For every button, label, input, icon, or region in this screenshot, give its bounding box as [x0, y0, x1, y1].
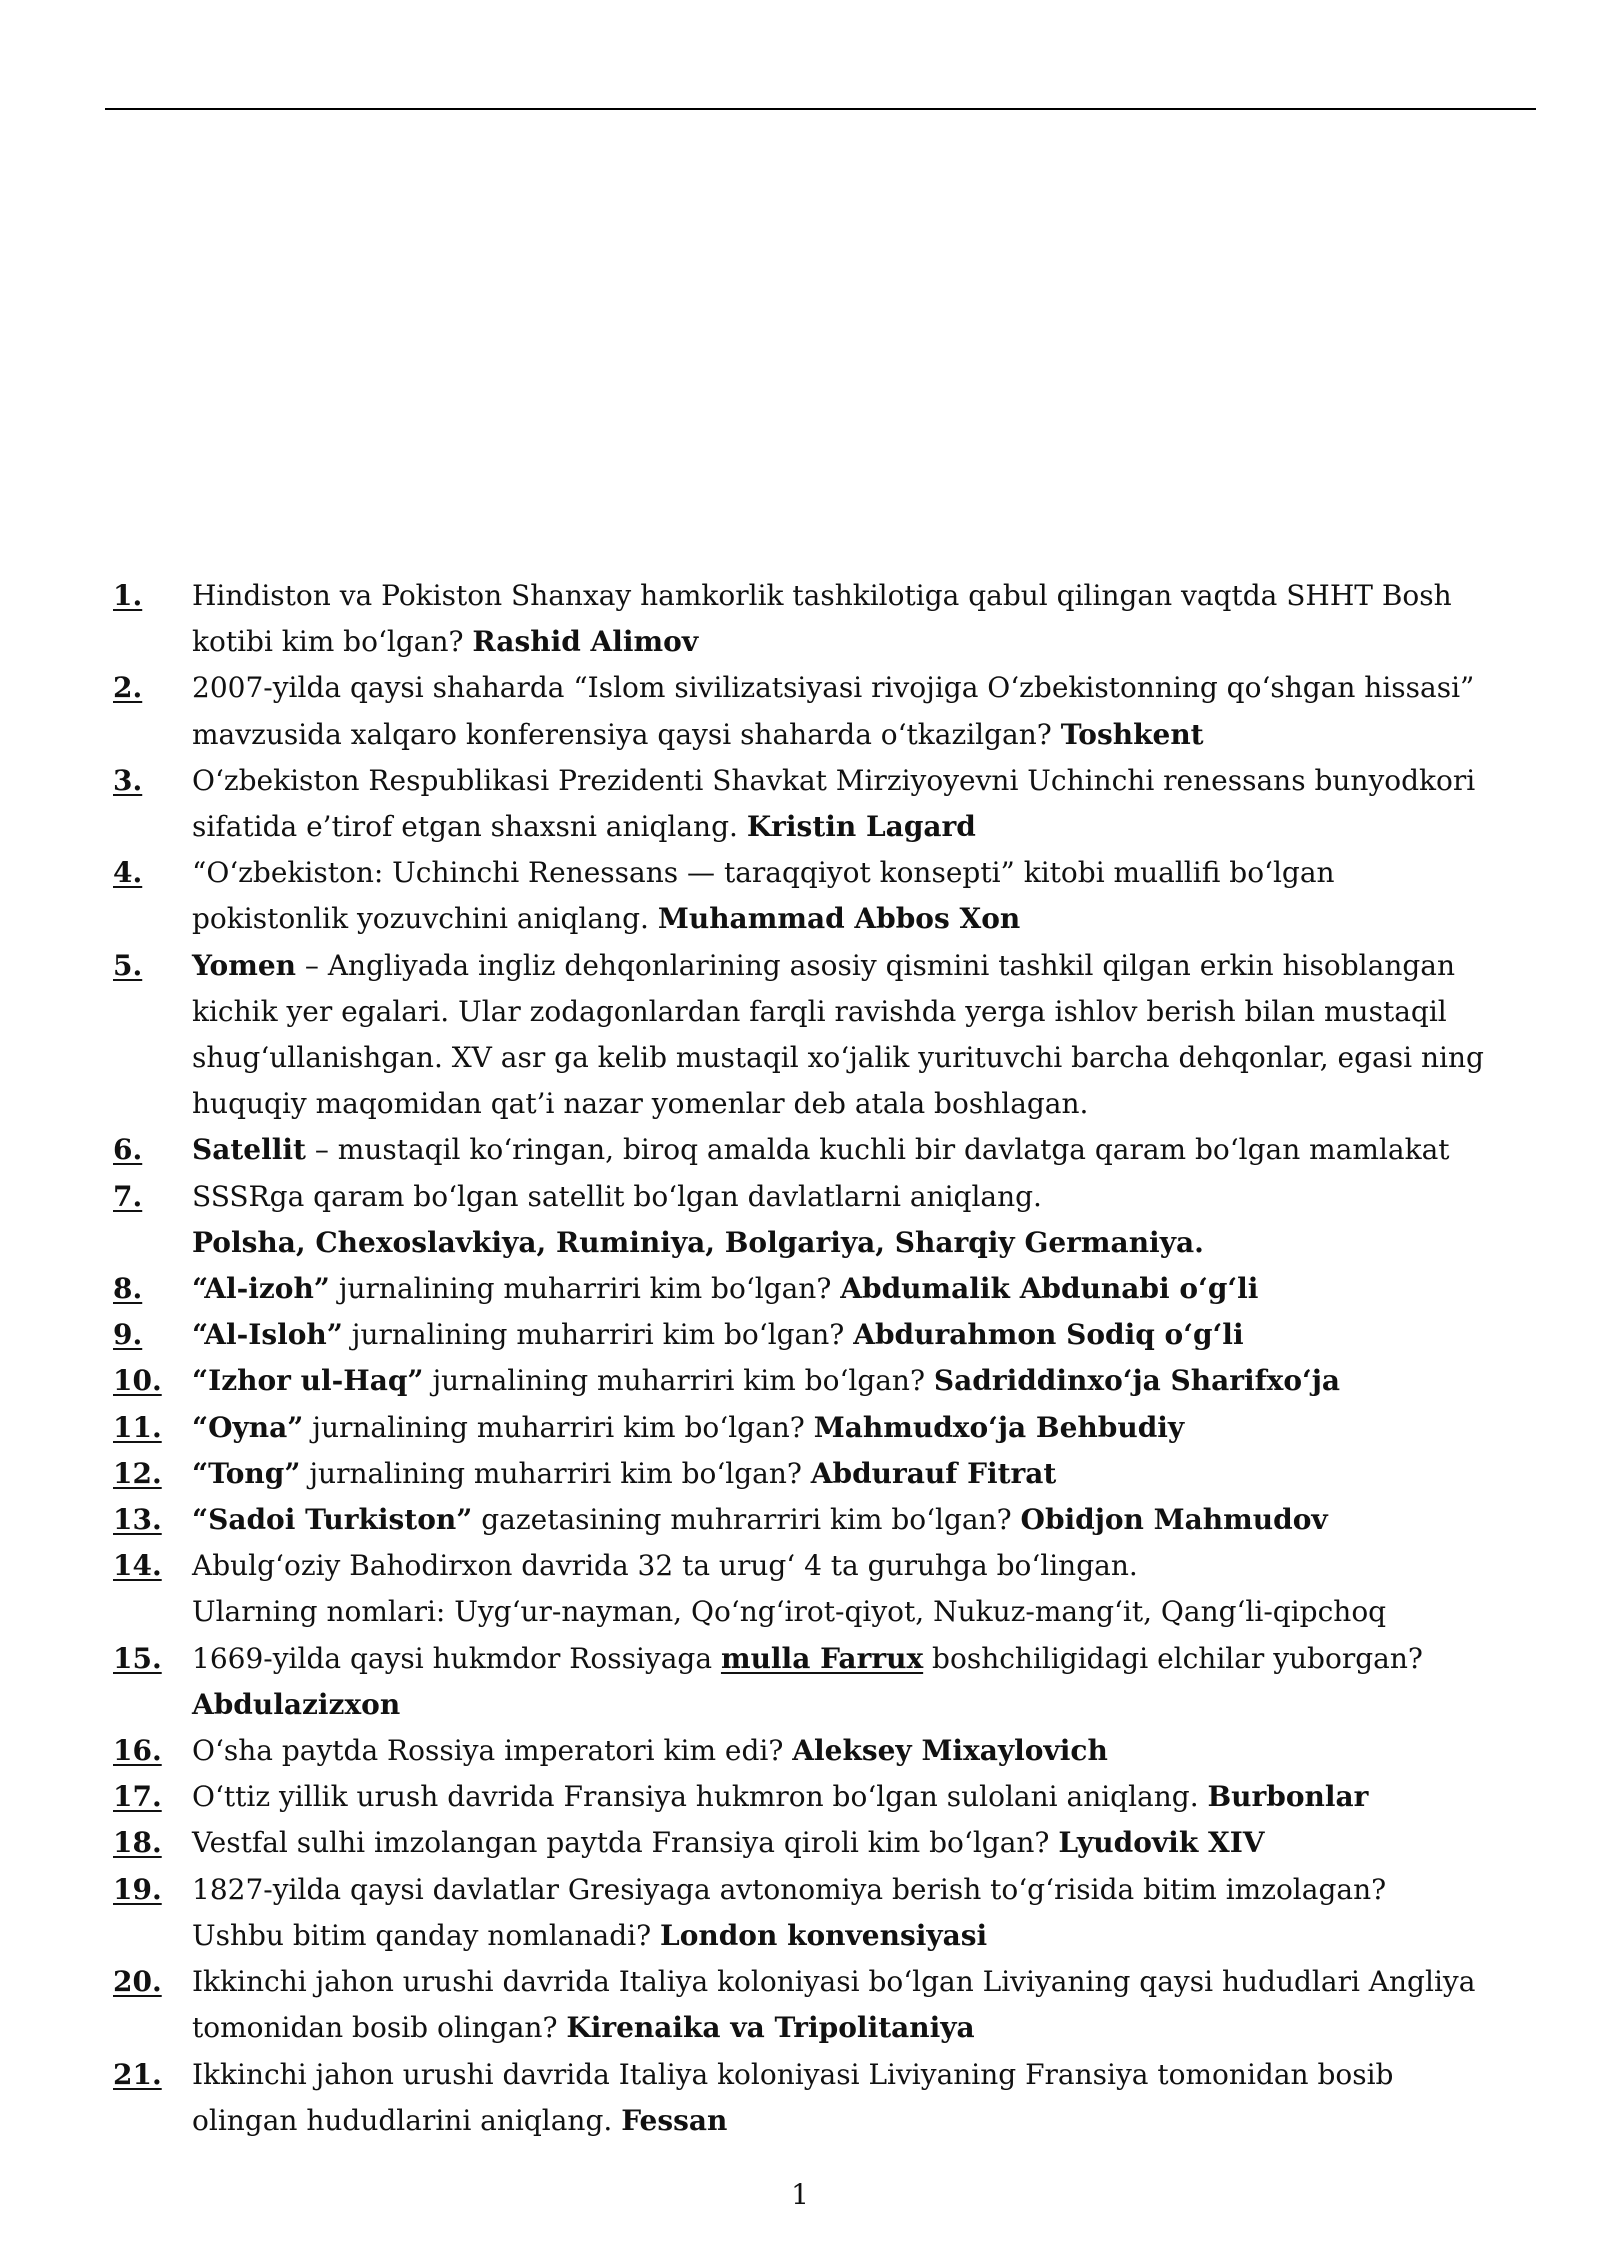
term: Satellit	[192, 1133, 306, 1167]
question-text: Vestfal sulhi imzolangan paytda Fransiya qiroli kim bo‘lgan?	[192, 1826, 1059, 1860]
question-number: 19.	[113, 1872, 162, 1906]
header-rule	[105, 108, 1536, 110]
question-text: jurnalining muharriri kim bo‘lgan?	[329, 1272, 841, 1306]
definition-item	[113, 1127, 1493, 1173]
question-text: gazetasining muhrarriri kim bo‘lgan?	[472, 1503, 1021, 1537]
answer: Fessan	[621, 2103, 728, 2137]
question-item	[113, 1497, 1493, 1543]
question-item	[113, 2052, 1493, 2144]
page-number: 1	[791, 2178, 809, 2211]
question-item	[113, 665, 1493, 757]
question-text: Abulg‘oziy Bahodirxon davrida 32 ta urug‘ 4 ta guruhga bo‘lingan.	[192, 1549, 1138, 1583]
journal-title: “Izhor ul-Haq”	[192, 1364, 424, 1398]
envoy-name: mulla Farrux	[720, 1641, 924, 1675]
question-item	[113, 1728, 1493, 1774]
answer: Toshkent	[1060, 717, 1204, 751]
answer: Abdurauf Fitrat	[810, 1456, 1057, 1490]
question-item	[113, 1174, 1493, 1266]
question-item	[113, 1405, 1493, 1451]
answer: Aleksey Mixaylovich	[792, 1734, 1108, 1768]
question-number: 5.	[113, 948, 143, 982]
answer: Abdumalik Abdunabi o‘g‘li	[840, 1272, 1259, 1306]
answer: Sadriddinxo‘ja Sharifxo‘ja	[933, 1364, 1341, 1398]
question-number: 3.	[113, 763, 143, 797]
question-number: 1.	[113, 579, 143, 612]
question-number: 12.	[113, 1456, 162, 1490]
answer: Burbonlar	[1207, 1780, 1369, 1814]
question-text: jurnalining muharriri kim bo‘lgan?	[423, 1364, 934, 1398]
question-text: jurnalining muharriri kim bo‘lgan?	[303, 1410, 814, 1444]
journal-title: “Sadoi Turkiston”	[192, 1503, 473, 1537]
question-item	[113, 1451, 1493, 1497]
question-number: 9.	[113, 1318, 143, 1352]
question-number: 13.	[113, 1503, 162, 1537]
definition-item	[113, 943, 1493, 1128]
question-text: Hindiston va Pokiston Shanxay hamkorlik tashkilotiga qabul qilingan vaqtda SHHT Bosh kotibi kim bo‘lgan?	[192, 579, 1452, 659]
question-number: 4.	[113, 856, 143, 890]
question-item	[113, 1312, 1493, 1358]
question-number: 20.	[113, 1965, 162, 1999]
definition-text: – Angliyada ingliz dehqonlarining asosiy qismini tashkil qilgan erkin hisoblangan kichik yer egalari. Ular zodagonlardan farqli ravishda yerga ishlov berish bilan mustaqil shug‘ullanishgan. XV asr ga kelib mustaqil xo‘jalik yurituvchi barcha dehqonlar, egasi ning huquqiy maqomidan qat’i nazar yomenlar deb atala boshlagan.	[192, 948, 1484, 1121]
question-item	[113, 573, 1493, 665]
question-item	[113, 1636, 1493, 1728]
answer: Abdulazizxon	[192, 1687, 401, 1721]
answer: London konvensiyasi	[660, 1918, 988, 1952]
journal-title: “Al-izoh”	[192, 1272, 330, 1306]
answer: Rashid Alimov	[472, 625, 699, 659]
answer: Abdurahmon Sodiq o‘g‘li	[853, 1318, 1244, 1352]
term: Yomen	[192, 948, 297, 982]
question-number: 8.	[113, 1272, 143, 1306]
journal-title: “Tong”	[192, 1456, 301, 1490]
question-item	[113, 1358, 1493, 1404]
answer: Muhammad Abbos Xon	[657, 902, 1021, 936]
question-number: 15.	[113, 1641, 162, 1675]
question-item	[113, 1867, 1493, 1959]
question-number: 2.	[113, 671, 143, 705]
definition-text: – mustaqil ko‘ringan, biroq amalda kuchli bir davlatga qaram bo‘lgan mamlakat	[305, 1133, 1450, 1167]
question-number: 17.	[113, 1780, 162, 1814]
question-text: SSSRga qaram bo‘lgan satellit bo‘lgan davlatlarni aniqlang.	[192, 1179, 1042, 1213]
question-text: 1827-yilda qaysi davlatlar Gresiyaga avtonomiya berish to‘g‘risida bitim imzolagan?	[192, 1872, 1387, 1906]
question-item	[113, 850, 1493, 942]
question-number: 6.	[113, 1133, 143, 1167]
answer: Kirenaika va Tripolitaniya	[566, 2011, 975, 2045]
journal-title: “Al-Isloh”	[192, 1318, 343, 1352]
answer: Obidjon Mahmudov	[1020, 1503, 1328, 1537]
question-text: Ikkinchi jahon urushi davrida Italiya koloniyasi bo‘lgan Liviyaning qaysi hududlari Angliya tomonidan bosib olingan?	[192, 1965, 1476, 2045]
answer: Mahmudxo‘ja Behbudiy	[813, 1410, 1185, 1444]
question-text: O‘ttiz yillik urush davrida Fransiya hukmron bo‘lgan sulolani aniqlang.	[192, 1780, 1208, 1814]
question-number: 11.	[113, 1410, 162, 1444]
question-text: jurnalining muharriri kim bo‘lgan?	[342, 1318, 854, 1352]
question-text: O‘sha paytda Rossiya imperatori kim edi?	[192, 1734, 793, 1768]
question-text-2: Ushbu bitim qanday nomlanadi?	[192, 1918, 660, 1952]
question-number: 10.	[113, 1364, 162, 1398]
question-list	[113, 573, 1493, 2144]
question-number: 7.	[113, 1179, 143, 1213]
question-item	[113, 1820, 1493, 1866]
question-item	[113, 1543, 1493, 1635]
answer: Polsha, Chexoslavkiya, Ruminiya, Bolgariya, Sharqiy Germaniya.	[192, 1225, 1204, 1259]
answer-text: Ularning nomlari: Uyg‘ur-nayman, Qo‘ng‘irot-qiyot, Nukuz-mang‘it, Qang‘li-qipchoq	[192, 1595, 1387, 1629]
question-text: 2007-yilda qaysi shaharda “Islom sivilizatsiyasi rivojiga O‘zbekistonning qo‘shgan hissasi” mavzusida xalqaro konferensiya qaysi shaharda o‘tkazilgan?	[192, 671, 1475, 751]
question-item	[113, 1266, 1493, 1312]
question-item	[113, 758, 1493, 850]
answer: Lyudovik XIV	[1058, 1826, 1265, 1860]
question-text: jurnalining muharriri kim bo‘lgan?	[300, 1456, 811, 1490]
question-item	[113, 1774, 1493, 1820]
question-number: 14.	[113, 1549, 162, 1583]
question-item	[113, 1959, 1493, 2051]
question-text: O‘zbekiston Respublikasi Prezidenti Shavkat Mirziyoyevni Uchinchi renessans bunyodkori sifatida e’tirof etgan shaxsni aniqlang.	[192, 763, 1476, 844]
question-number: 21.	[113, 2057, 162, 2091]
journal-title: “Oyna”	[192, 1410, 304, 1444]
question-text-end: boshchiligidagi elchilar yuborgan?	[923, 1641, 1423, 1675]
question-number: 18.	[113, 1826, 162, 1860]
question-number: 16.	[113, 1734, 162, 1768]
question-text: 1669-yilda qaysi hukmdor Rossiyaga	[192, 1641, 721, 1675]
question-text: “O‘zbekiston: Uchinchi Renessans — taraqqiyot konsepti” kitobi muallifi bo‘lgan pokistonlik yozuvchini aniqlang.	[192, 856, 1335, 936]
answer: Kristin Lagard	[746, 810, 976, 844]
question-text: Ikkinchi jahon urushi davrida Italiya koloniyasi Liviyaning Fransiya tomonidan bosib olingan hududlarini aniqlang.	[192, 2057, 1394, 2137]
